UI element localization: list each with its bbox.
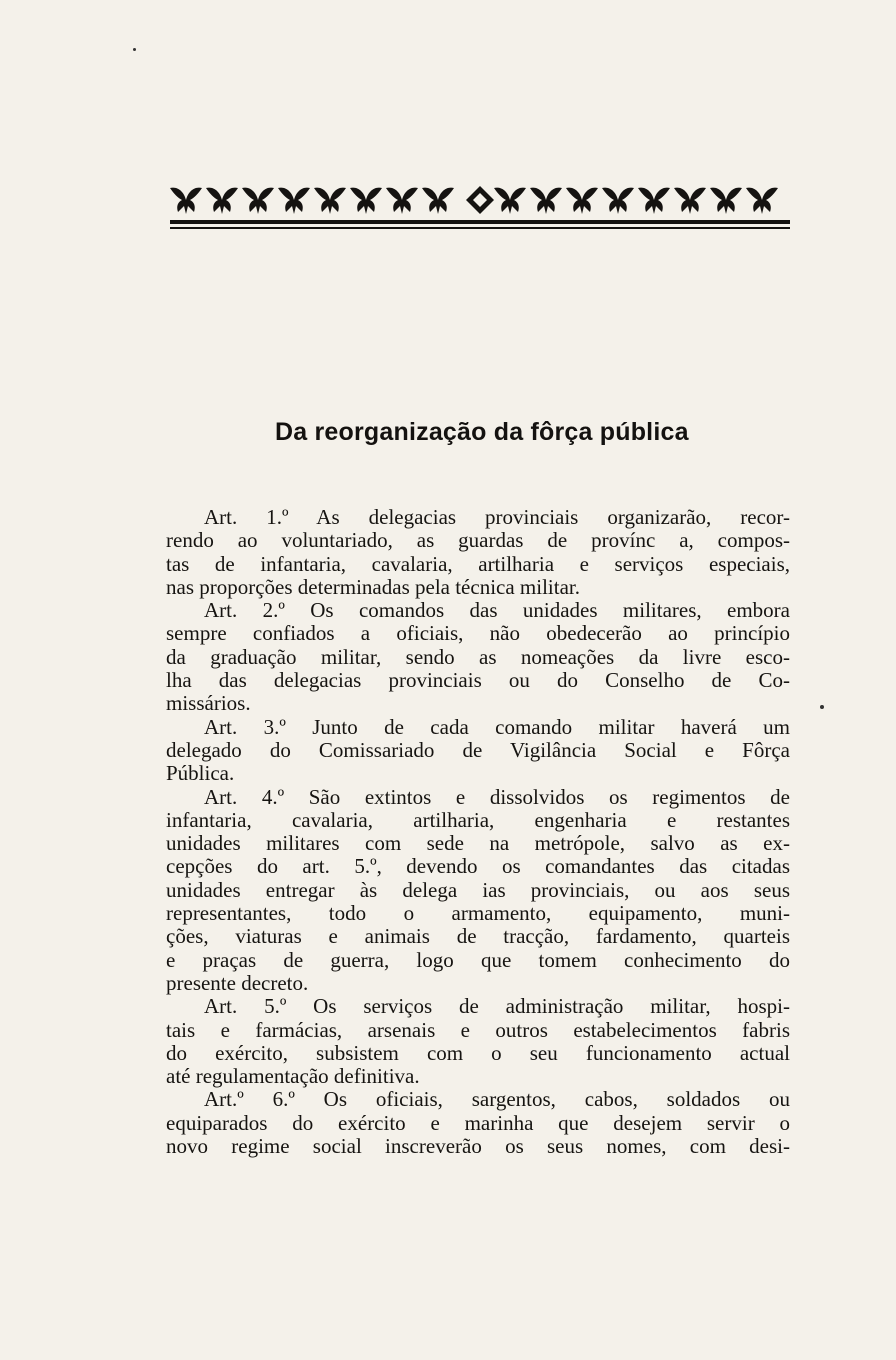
text-line: missários. xyxy=(166,691,251,716)
text-line: ções, viaturas e animais de tracção, fardamento, quarteis xyxy=(166,924,790,949)
text-line: tais e farmácias, arsenais e outros estabelecimentos fabris xyxy=(166,1017,790,1042)
text-line: sempre confiados a oficiais, não obedecerão ao princípio xyxy=(166,621,790,646)
page-title: Da reorganização da fôrça pública xyxy=(275,418,689,446)
text-line: Art. 4.º São extintos e dissolvidos os regimentos de xyxy=(204,784,790,809)
print-speck xyxy=(133,48,136,51)
text-line: e praças de guerra, logo que tomem conhecimento do xyxy=(166,947,790,972)
leaf-ornament-icon xyxy=(170,184,790,234)
text-line: cepções do art. 5.º, devendo os comandantes das citadas xyxy=(166,854,790,879)
text-line: Art. 2.º Os comandos das unidades militares, embora xyxy=(204,598,790,623)
text-line: novo regime social inscreverão os seus nomes, com desi- xyxy=(166,1134,790,1159)
text-line: rendo ao voluntariado, as guardas de provínc a, compos- xyxy=(166,528,790,553)
text-line: Pública. xyxy=(166,761,235,786)
text-line: Art.º 6.º Os oficiais, sargentos, cabos, soldados ou xyxy=(204,1087,790,1112)
text-line: unidades entregar às delega ias provinciais, ou aos seus xyxy=(166,877,790,902)
article-body xyxy=(166,506,790,1158)
text-line: unidades militares com sede na metrópole, salvo as ex- xyxy=(166,831,790,856)
print-speck xyxy=(820,705,824,709)
text-line: delegado do Comissariado de Vigilância Social e Fôrça xyxy=(166,737,790,762)
text-line: Art. 5.º Os serviços de administração militar, hospi- xyxy=(204,994,790,1019)
text-line: tas de infantaria, cavalaria, artilharia e serviços especiais, xyxy=(166,551,790,576)
text-line: nas proporções determinadas pela técnica militar. xyxy=(166,574,581,599)
text-line: até regulamentação definitiva. xyxy=(166,1064,420,1089)
text-line: da graduação militar, sendo as nomeações da livre esco- xyxy=(166,644,790,669)
decorative-ornament-band xyxy=(170,184,790,234)
text-line: equiparados do exército e marinha que desejem servir o xyxy=(166,1110,790,1135)
text-line: Art. 1.º As delegacias provinciais organizarão, recor- xyxy=(204,505,790,529)
text-line: presente decreto. xyxy=(166,970,309,995)
text-line: Art. 3.º Junto de cada comando militar haverá um xyxy=(204,714,790,739)
text-line: do exército, subsistem com o seu funcionamento actual xyxy=(166,1040,790,1065)
text-line: lha das delegacias provinciais ou do Conselho de Co- xyxy=(166,668,790,693)
text-line: representantes, todo o armamento, equipamento, muni- xyxy=(166,901,790,926)
text-line: infantaria, cavalaria, artilharia, engenharia e restantes xyxy=(166,807,790,832)
